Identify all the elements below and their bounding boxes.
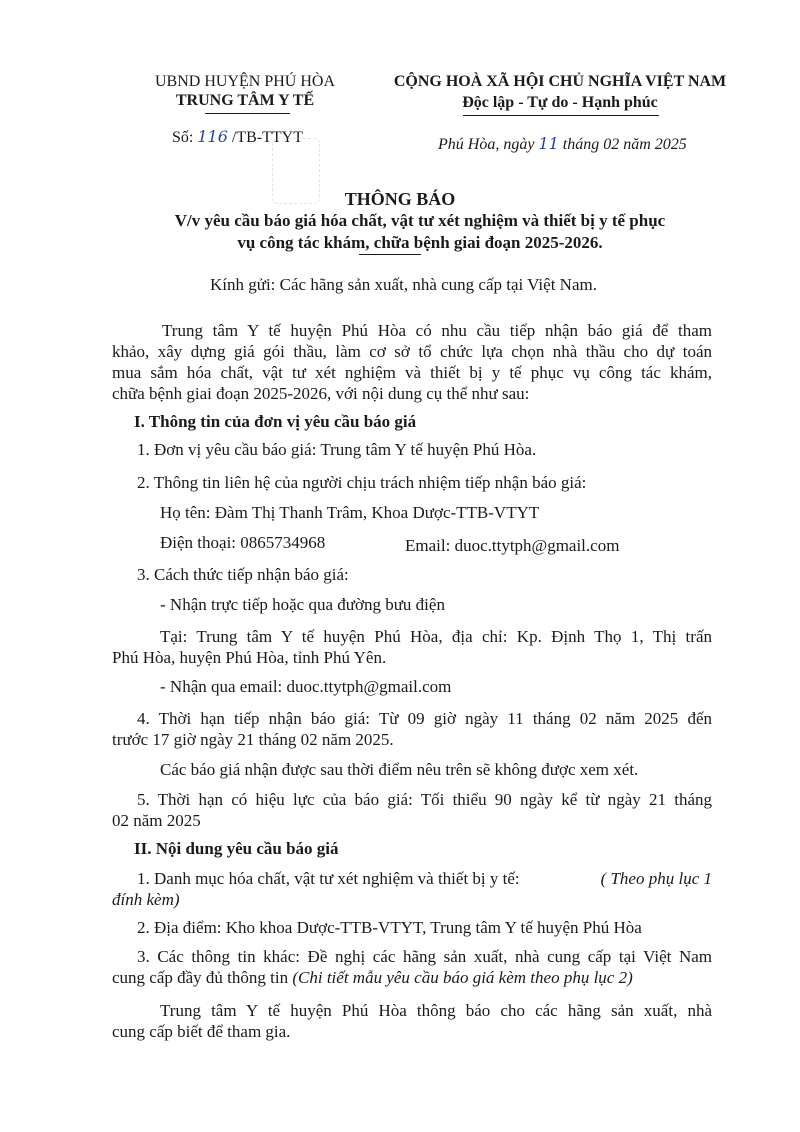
date-suffix: tháng 02 năm 2025 [562, 136, 687, 153]
subject-line-1: V/v yêu cầu báo giá hóa chất, vật tư xét nghiệm và thiết bị y tế phục [174, 211, 666, 230]
issue-date [438, 134, 687, 155]
section-1-heading: I. Thông tin của đơn vị yêu cầu báo giá [134, 412, 417, 431]
number-prefix: Số: [172, 129, 194, 146]
intro-line-1: Trung tâm Y tế huyện Phú Hòa có nhu cầu tiếp nhận báo giá để tham [162, 321, 712, 340]
motto: Độc lập - Tự do - Hạnh phúc [462, 94, 658, 111]
address-line-1: Tại: Trung tâm Y tế huyện Phú Hòa, địa chỉ: Kp. Định Thọ 1, Thị trấn [160, 627, 712, 646]
section-2-item-3-plain: cung cấp đầy đủ thông tin [112, 968, 289, 987]
subject-line-2: vụ công tác khám, chữa bệnh giai đoạn 2025-2026. [237, 233, 603, 252]
motto-underline [463, 115, 659, 116]
date-day-handwritten: 11 [538, 134, 559, 153]
nation-title: CỘNG HOÀ XÃ HỘI CHỦ NGHĨA VIỆT NAM [393, 73, 727, 90]
recipient-line: Kính gửi: Các hãng sản xuất, nhà cung cấp tại Việt Nam. [210, 275, 597, 294]
section-2-item-1-text: 1. Danh mục hóa chất, vật tư xét nghiệm và thiết bị y tế: [137, 869, 520, 888]
closing-line-1: Trung tâm Y tế huyện Phú Hòa thông báo cho các hãng sản xuất, nhà [160, 1001, 712, 1020]
section-1-item-4-line-1: 4. Thời hạn tiếp nhận báo giá: Từ 09 giờ ngày 11 tháng 02 năm 2025 đến [137, 709, 712, 728]
section-2-item-3-italic: (Chi tiết mẫu yêu cầu báo giá kèm theo phụ lục 2) [292, 968, 633, 987]
contact-phone: Điện thoại: 0865734968 [160, 533, 326, 552]
section-2-item-3-line-1: 3. Các thông tin khác: Đề nghị các hãng sản xuất, nhà cung cấp tại Việt Nam [137, 947, 712, 966]
intro-line-2: khảo, xây dựng giá gói thầu, làm cơ sở tổ chức lựa chọn nhà thầu cho dự toán [112, 342, 712, 361]
section-2-item-1-line-2: đính kèm) [112, 890, 180, 909]
contact-name: Họ tên: Đàm Thị Thanh Trâm, Khoa Dược-TTB-VTYT [160, 503, 540, 522]
section-1-item-1: 1. Đơn vị yêu cầu báo giá: Trung tâm Y tế huyện Phú Hòa. [137, 440, 537, 459]
number-handwritten: 116 [197, 127, 228, 146]
section-2-item-1 [137, 868, 712, 889]
date-prefix: Phú Hòa, ngày [438, 136, 535, 153]
contact-email: Email: duoc.ttytph@gmail.com [405, 536, 620, 555]
section-1-item-4-note: Các báo giá nhận được sau thời điểm nêu trên sẽ không được xem xét. [160, 760, 639, 779]
intro-line-4: chữa bệnh giai đoạn 2025-2026, với nội dung cụ thể như sau: [112, 384, 530, 403]
section-1-item-5-line-2: 02 năm 2025 [112, 811, 201, 830]
org-name: TRUNG TÂM Y TẾ [175, 92, 315, 109]
notice-title: THÔNG BÁO [344, 189, 456, 209]
section-2-item-2: 2. Địa điểm: Kho khoa Dược-TTB-VTYT, Trung tâm Y tế huyện Phú Hòa [137, 918, 642, 937]
section-2-heading: II. Nội dung yêu cầu báo giá [134, 839, 339, 858]
section-2-item-3-line-2 [112, 967, 633, 988]
subject-underline [359, 254, 421, 255]
section-1-item-4-line-2: trước 17 giờ ngày 21 tháng 02 năm 2025. [112, 730, 394, 749]
section-1-item-5-line-1: 5. Thời hạn có hiệu lực của báo giá: Tối thiểu 90 ngày kể từ ngày 21 tháng [137, 790, 712, 809]
number-suffix: /TB-TTYT [231, 129, 303, 146]
address-line-2: Phú Hòa, huyện Phú Hòa, tỉnh Phú Yên. [112, 648, 387, 667]
method-email: - Nhận qua email: duoc.ttytph@gmail.com [160, 677, 452, 696]
org-parent: UBND HUYỆN PHÚ HÒA [155, 73, 335, 90]
closing-line-2: cung cấp biết để tham gia. [112, 1022, 291, 1041]
section-1-item-3: 3. Cách thức tiếp nhận báo giá: [137, 565, 349, 584]
intro-line-3: mua sắm hóa chất, vật tư xét nghiệm và thiết bị y tế phục vụ công tác khám, [112, 363, 712, 382]
method-direct: - Nhận trực tiếp hoặc qua đường bưu điện [160, 595, 445, 614]
org-underline [205, 113, 290, 114]
section-1-item-2: 2. Thông tin liên hệ của người chịu trách nhiệm tiếp nhận báo giá: [137, 473, 587, 492]
section-2-item-1-italic: ( Theo phụ lục 1 [600, 869, 712, 888]
